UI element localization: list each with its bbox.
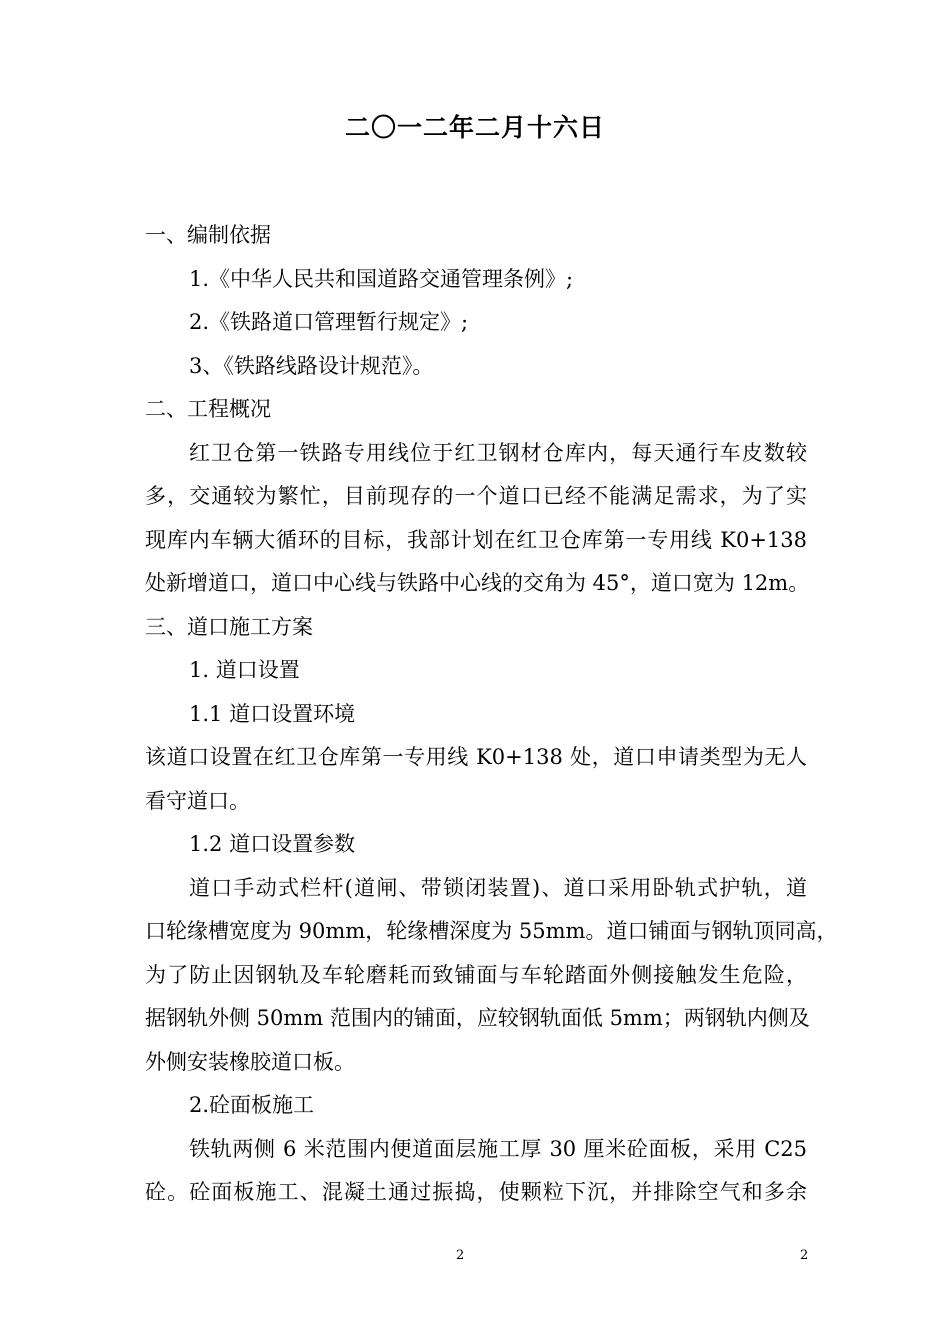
section-heading-overview: 二、工程概况: [145, 397, 271, 421]
document-date-title: 二〇一二年二月十六日: [344, 113, 605, 142]
subheading-setup: 1. 道口设置: [189, 658, 300, 682]
basis-item-1: 1.《中华人民共和国道路交通管理条例》;: [189, 266, 574, 291]
subheading-environment: 1.1 道口设置环境: [189, 701, 356, 726]
subheading-parameters: 1.2 道口设置参数: [189, 832, 356, 856]
page-number-center: 2: [456, 1248, 465, 1263]
section-heading-basis: 一、编制依据: [145, 223, 271, 247]
overview-line-1: 红卫仓第一铁路专用线位于红卫钢材仓库内，每天通行车皮数较: [189, 440, 807, 465]
basis-item-2: 2.《铁路道口管理暂行规定》;: [189, 310, 469, 334]
parameters-line-2: 口轮缘槽宽度为 90mm，轮缘槽深度为 55mm。道口铺面与钢轨顶同高，: [145, 919, 838, 943]
subheading-slab: 2.砼面板施工: [189, 1093, 315, 1117]
section-heading-plan: 三、道口施工方案: [145, 614, 313, 639]
parameters-line-1: 道口手动式栏杆(道闸、带锁闭装置)、道口采用卧轨式护轨，道: [189, 875, 807, 900]
parameters-line-3: 为了防止因钢轨及车轮磨耗而致铺面与车轮踏面外侧接触发生危险，: [145, 962, 807, 987]
parameters-line-5: 外侧安装橡胶道口板。: [145, 1049, 355, 1074]
parameters-line-4: 据钢轨外侧 50mm 范围内的铺面，应较钢轨面低 5mm；两钢轨内侧及: [145, 1006, 810, 1030]
overview-line-2: 多，交通较为繁忙，目前现存的一个道口已经不能满足需求，为了实: [145, 484, 807, 508]
overview-line-4: 处新增道口，道口中心线与铁路中心线的交角为 45°，道口宽为 12m。: [145, 571, 810, 595]
basis-item-3: 3、《铁路线路设计规范》。: [189, 353, 434, 378]
document-body: [145, 214, 838, 1215]
slab-line-2: 砼。砼面板施工、混凝土通过振捣，使颗粒下沉，并排除空气和多余: [145, 1180, 807, 1204]
page-number-right: 2: [800, 1248, 809, 1263]
slab-line-1: 铁轨两侧 6 米范围内便道面层施工厚 30 厘米砼面板，采用 C25: [189, 1136, 807, 1161]
environment-line-1: 该道口设置在红卫仓库第一专用线 K0+138 处，道口申请类型为无人: [145, 745, 807, 769]
environment-line-2: 看守道口。: [145, 788, 250, 813]
overview-line-3: 现库内车辆大循环的目标，我部计划在红卫仓库第一专用线 K0+138: [145, 527, 807, 552]
